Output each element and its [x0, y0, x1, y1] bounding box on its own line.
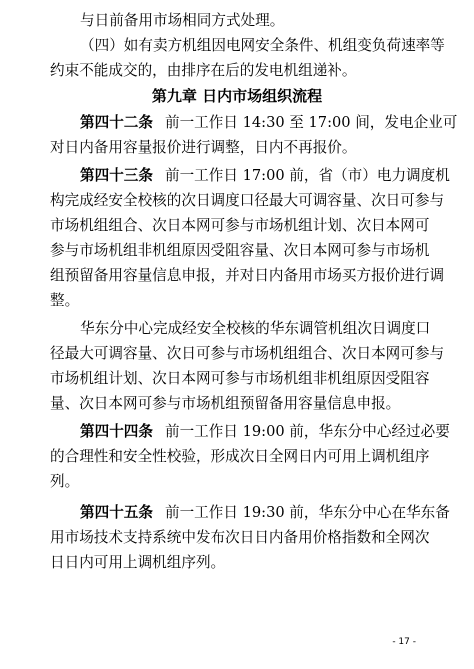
paragraph-line: 对日内备用容量报价进行调整，日内不再报价。	[50, 139, 357, 156]
paragraph-line: 组预留备用容量信息申报，并对日内备用市场买方报价进行调	[50, 267, 445, 284]
article-text: 前一工作日 19:30 前，华东分中心在华东备	[164, 504, 450, 521]
article-label: 第四十五条	[80, 504, 153, 521]
paragraph-line: 构完成经安全校核的次日调度口径最大可调容量、次日可参与	[50, 192, 445, 209]
paragraph-line: 用市场技术支持系统中发布次日日内备用价格指数和全网次	[50, 529, 430, 546]
paragraph-line: （四）如有卖方机组因电网安全条件、机组变负荷速率等	[80, 37, 445, 54]
article-42-line	[50, 110, 458, 135]
chapter-title: 第九章 日内市场组织流程	[151, 87, 323, 105]
article-44-line	[50, 419, 450, 444]
paragraph-line: 市场机组计划、次日本网可参与市场机组非机组原因受阻容	[50, 370, 430, 387]
article-label: 第四十二条	[80, 114, 153, 131]
article-43-line	[50, 163, 450, 188]
paragraph-line: 列。	[50, 473, 80, 490]
page-number: - 17 -	[392, 637, 416, 647]
paragraph-line: 参与市场机组非机组原因受阻容量、次日本网可参与市场机	[50, 242, 430, 259]
article-label: 第四十四条	[80, 423, 153, 440]
article-label: 第四十三条	[80, 167, 153, 184]
article-text: 前一工作日 19:00 前，华东分中心经过必要	[164, 423, 450, 440]
paragraph-line: 与日前备用市场相同方式处理。	[80, 12, 285, 29]
paragraph-line: 径最大可调容量、次日可参与市场机组组合、次日本网可参与	[50, 345, 445, 362]
paragraph-line: 约束不能成交的，由排序在后的发电机组递补。	[50, 62, 357, 79]
article-text: 前一工作日 14:30 至 17:00 间，发电企业可	[164, 114, 458, 131]
article-text: 前一工作日 17:00 前，省（市）电力调度机	[164, 167, 450, 184]
paragraph-line: 的合理性和安全性校验，形成次日全网日内可用上调机组序	[50, 448, 430, 465]
article-45-line	[50, 500, 450, 525]
paragraph-line: 量、次日本网可参与市场机组预留备用容量信息申报。	[50, 395, 401, 412]
paragraph-line: 整。	[50, 292, 80, 309]
paragraph-line: 日日内可用上调机组序列。	[50, 554, 226, 571]
paragraph-line: 市场机组组合、次日本网可参与市场机组计划、次日本网可	[50, 217, 430, 234]
paragraph-line: 华东分中心完成经安全校核的华东调管机组次日调度口	[80, 320, 431, 337]
